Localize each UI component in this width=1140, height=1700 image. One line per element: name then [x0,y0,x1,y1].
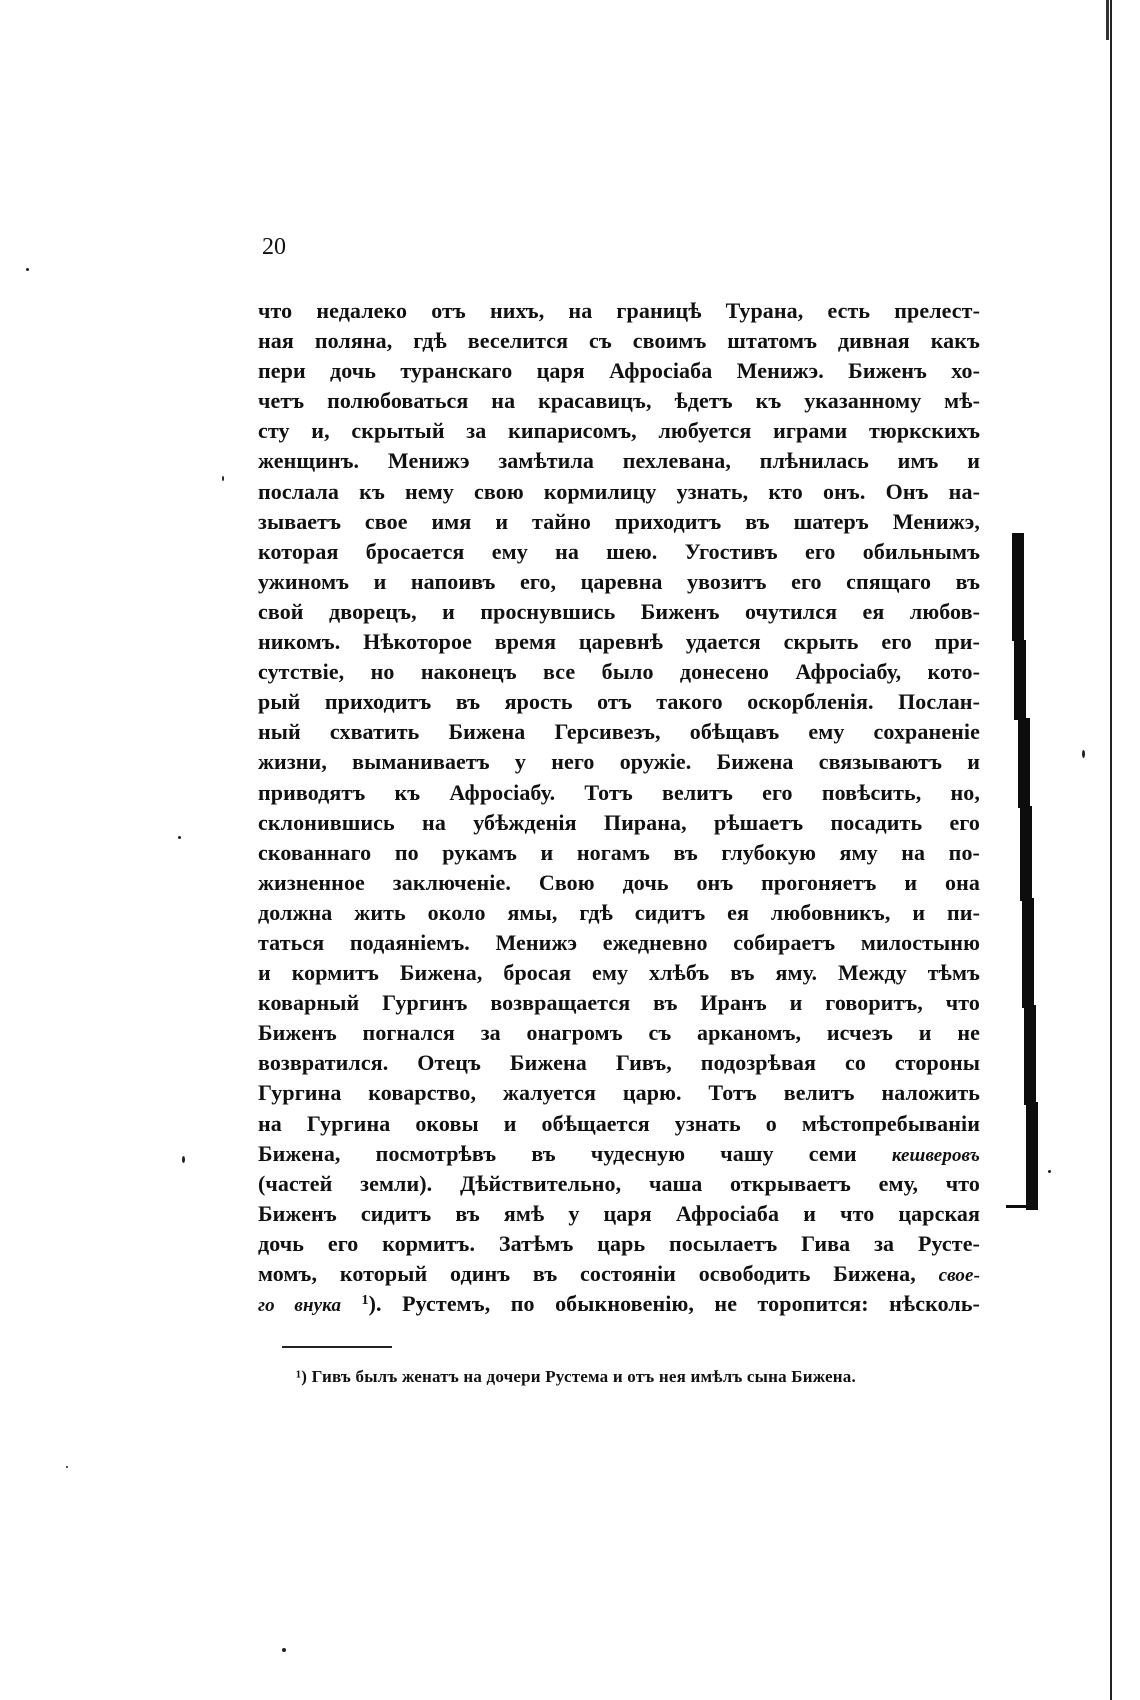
margin-mark-bar [1006,1205,1036,1208]
text-line: сутствіе, но наконецъ все было донесено Афросіабу, кото- [258,659,980,685]
text-line: никомъ. Нѣкоторое время царевнѣ удается скрыть его при- [258,629,980,655]
text-line: склонившись на убѣжденія Пирана, рѣшаетъ посадить его [258,809,980,835]
scan-speck [66,1466,68,1468]
text-line: Биженъ погнался за онагромъ съ арканомъ, исчезъ и не [258,1020,980,1046]
text-line: пери дочь туранскаго царя Афросіаба Менижэ. Биженъ хо- [258,358,980,384]
margin-mark-bar [1012,533,1024,641]
text-line: рый приходитъ въ ярость отъ такого оскорбленія. Послан- [258,689,980,715]
scan-speck [1082,750,1085,758]
page-number: 20 [262,234,286,260]
text-line: послала къ нему свою кормилицу узнать, кто онъ. Онъ на- [258,478,980,504]
text-line: свой дворецъ, и проснувшись Биженъ очутился ея любов- [258,598,980,624]
text-segment: момъ, который одинъ въ состояніи освободить Бижена, [258,1261,939,1286]
text-line: и кормитъ Бижена, бросая ему хлѣбъ въ яму. Между тѣмъ [258,960,980,986]
text-line: Гургина коварство, жалуется царю. Тотъ велитъ наложить [258,1080,980,1106]
scan-edge-top [1106,0,1109,40]
italic-term: свое- [938,1265,980,1286]
text-line: приводятъ къ Афросіабу. Тотъ велитъ его повѣсить, но, [258,779,980,805]
footnote-ref: 1 [361,1293,369,1309]
text-line [258,1139,980,1169]
footnote: ¹) Гивъ былъ женатъ на дочери Рустема и отъ нея имѣлъ сына Бижена. [296,1367,856,1386]
footnote-divider [282,1346,392,1348]
text-line: женщинъ. Менижэ замѣтила пехлевана, плѣнилась имъ и [258,448,980,474]
text-line: дочь его кормитъ. Затѣмъ царь посылаетъ Гива за Русте- [258,1230,980,1256]
italic-term: кешверовъ [891,1144,980,1166]
margin-mark-bar [1014,640,1026,720]
scan-speck [222,476,224,481]
text-line: четъ полюбоваться на красавицъ, ѣдетъ къ указанному мѣ- [258,388,980,414]
text-line: возвратился. Отецъ Бижена Гивъ, подозрѣвая со стороны [258,1050,980,1076]
scan-speck [282,1648,286,1652]
text-line: Биженъ сидитъ въ ямѣ у царя Афросіаба и что царская [258,1200,980,1226]
text-line: (частей земли). Дѣйствительно, чаша открываетъ ему, что [258,1170,980,1196]
text-line: жизни, выманиваетъ у него оружіе. Бижена связываютъ и [258,749,980,775]
text-line: ный схватить Бижена Герсивезъ, обѣщавъ ему сохраненіе [258,719,980,745]
scan-speck [178,836,181,839]
text-line [258,1259,980,1289]
text-line: сту и, скрытый за кипарисомъ, любуется играми тюркскихъ [258,418,980,444]
text-line: на Гургина оковы и обѣщается узнать о мѣстопребываніи [258,1110,980,1136]
margin-mark-bar [1022,898,1034,1008]
text-line: коварный Гургинъ возвращается въ Иранъ и говоритъ, что [258,990,980,1016]
text-line: которая бросается ему на шею. Угостивъ его обильнымъ [258,538,980,564]
text-line: ная поляна, гдѣ веселится съ своимъ штатомъ дивная какъ [258,328,980,354]
margin-mark-bar [1020,806,1032,901]
body-text [258,296,980,1319]
text-line: зываетъ свое имя и тайно приходитъ въ шатеръ Менижэ, [258,508,980,534]
scan-speck [26,268,29,271]
text-segment: ). Рустемъ, по обыкновенію, не торопится: нѣсколь- [368,1291,980,1317]
text-line: скованнаго по рукамъ и ногамъ въ глубокую яму на по- [258,839,980,865]
text-line: жизненное заключеніе. Свою дочь онъ прогоняетъ и она [258,869,980,895]
italic-term: го внука [258,1295,342,1317]
text-line: должна жить около ямы, гдѣ сидитъ ея любовникъ, и пи- [258,899,980,925]
scan-edge-line [1110,0,1112,1700]
text-line: ужиномъ и напоивъ его, царевна увозитъ его спящаго въ [258,568,980,594]
scan-speck [1048,1170,1051,1173]
scan-speck [182,1156,185,1163]
text-line: что недалеко отъ нихъ, на границѣ Турана, есть прелест- [258,298,980,323]
margin-mark-bar [1018,718,1030,808]
margin-mark-bar [1024,1005,1036,1105]
text-segment: Бижена, посмотрѣвъ въ чудесную чашу семи [258,1140,892,1166]
text-line: таться подаяніемъ. Менижэ ежедневно собираетъ милостыню [258,929,980,955]
margin-mark-bar [1026,1102,1038,1210]
text-line [258,1289,980,1319]
